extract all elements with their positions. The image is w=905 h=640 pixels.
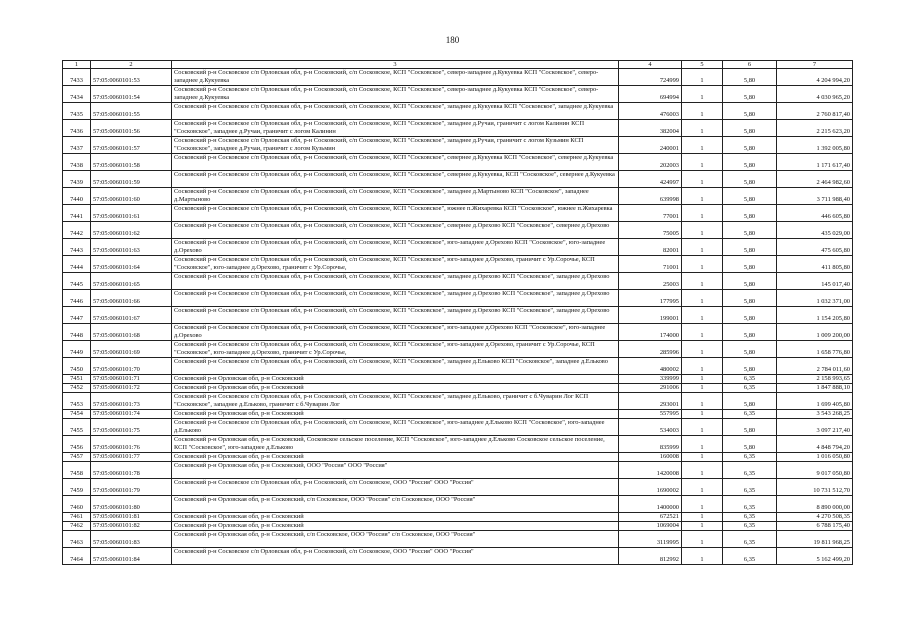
cadastral-value: 2 760 817,40 [777,103,853,120]
rate-value: 6,35 [723,531,777,548]
quantity-value: 1 [682,103,723,120]
table-row [63,548,853,565]
cadastral-value: 1 016 050,80 [777,453,853,462]
cadastral-number: 57:05:0060101:74 [91,410,172,419]
rate-value: 6,35 [723,479,777,496]
area-value: 199001 [619,307,682,324]
area-value: 812992 [619,548,682,565]
quantity-value: 1 [682,393,723,410]
col-header-3: 3 [172,61,619,69]
area-value: 77001 [619,205,682,222]
table-row [63,410,853,419]
cadastral-value: 411 805,80 [777,256,853,273]
quantity-value: 1 [682,324,723,341]
table-row [63,256,853,273]
location-description: Сосковский р-н Сосковское с/п Орловская обл, р-н Сосковский, с/п Сосковское, КСП "Сосковское", западнее д.Ельково КСП "Сосковское", западнее д.Ельково [172,358,619,375]
quantity-value: 1 [682,273,723,290]
quantity-value: 1 [682,137,723,154]
quantity-value: 1 [682,222,723,239]
location-description: Сосковский р-н Сосковское с/п Орловская обл, р-н Сосковский, с/п Сосковское, КСП "Сосковское", северо-западнее д.Кукуевка КСП "Сосковское", северо-западнее д.Кукуевка [172,86,619,103]
cadastral-number: 57:05:0060101:70 [91,358,172,375]
cadastral-value: 9 017 050,80 [777,462,853,479]
row-number: 7455 [63,419,91,436]
table-row [63,222,853,239]
rate-value: 5,80 [723,120,777,137]
row-number: 7444 [63,256,91,273]
location-description: Сосковский р-н Сосковское с/п Орловская обл, р-н Сосковский, с/п Сосковское, КСП "Сосковское", севернее д.Кукуевка, КСП "Сосковское", севернее д.Кукуевка [172,171,619,188]
cadastral-value: 145 017,40 [777,273,853,290]
table-row [63,290,853,307]
rate-value: 5,80 [723,171,777,188]
cadastral-number: 57:05:0060101:55 [91,103,172,120]
cadastral-number: 57:05:0060101:71 [91,375,172,384]
table-row [63,513,853,522]
cadastral-number: 57:05:0060101:77 [91,453,172,462]
quantity-value: 1 [682,384,723,393]
location-description: Сосковский р-н Орловская обл, р-н Сосковский [172,410,619,419]
table-row [63,273,853,290]
cadastral-value: 4 030 965,20 [777,86,853,103]
quantity-value: 1 [682,205,723,222]
cadastral-value: 1 171 617,40 [777,154,853,171]
area-value: 3119995 [619,531,682,548]
cadastral-number: 57:05:0060101:65 [91,273,172,290]
cadastral-number: 57:05:0060101:79 [91,479,172,496]
cadastral-value: 1 009 200,00 [777,324,853,341]
cadastral-value: 1 032 371,00 [777,290,853,307]
cadastral-number: 57:05:0060101:54 [91,86,172,103]
location-description: Сосковский р-н Сосковское с/п Орловская обл, р-н Сосковский, с/п Сосковское, ООО "Россия" ООО "Россия" [172,479,619,496]
cadastral-value: 1 658 776,80 [777,341,853,358]
location-description: Сосковский р-н Орловская обл, р-н Сосковский [172,375,619,384]
cadastral-value: 446 605,80 [777,205,853,222]
location-description: Сосковский р-н Орловская обл, р-н Сосковский [172,453,619,462]
cadastral-value: 19 811 968,25 [777,531,853,548]
rate-value: 6,35 [723,522,777,531]
row-number: 7443 [63,239,91,256]
cadastral-value: 2 215 623,20 [777,120,853,137]
cadastral-value: 1 699 405,80 [777,393,853,410]
rate-value: 6,35 [723,496,777,513]
land-register-table [62,60,853,565]
col-header-7: 7 [777,61,853,69]
cadastral-value: 2 158 993,65 [777,375,853,384]
cadastral-number: 57:05:0060101:66 [91,290,172,307]
rate-value: 5,80 [723,358,777,375]
location-description: Сосковский р-н Орловская обл, р-н Сосковский, с/п Сосковское, ООО "Россия" с/п Сосковское, ООО "Россия" [172,496,619,513]
location-description: Сосковский р-н Сосковское с/п Орловская обл, р-н Сосковский, с/п Сосковское, КСП "Сосковское", юго-западнее д.Орехово, граничит с Ур.Сорочье, КСП "Сосковское", юго-западнее д.Орехово, граничит с Ур.Сорочье, [172,341,619,358]
area-value: 1400000 [619,496,682,513]
cadastral-number: 57:05:0060101:68 [91,324,172,341]
rate-value: 6,35 [723,453,777,462]
row-number: 7442 [63,222,91,239]
rate-value: 5,80 [723,324,777,341]
location-description: Сосковский р-н Сосковское с/п Орловская обл, р-н Сосковский, с/п Сосковское, КСП "Сосковское", западнее д.Мартыново КСП "Сосковское", западнее д.Мартыново [172,188,619,205]
row-number: 7435 [63,103,91,120]
table-row [63,120,853,137]
cadastral-value: 4 204 994,20 [777,69,853,86]
location-description: Сосковский р-н Сосковское с/п Орловская обл, р-н Сосковский, с/п Сосковское, КСП "Сосковское", западнее д.Ельково, граничит с б.Чуварин Лог КСП "Сосковское", западнее д.Ельково, граничит с б.Чуварин Лог [172,393,619,410]
quantity-value: 1 [682,188,723,205]
area-value: 557995 [619,410,682,419]
rate-value: 5,80 [723,273,777,290]
table-row [63,453,853,462]
table-row [63,103,853,120]
quantity-value: 1 [682,453,723,462]
area-value: 1420008 [619,462,682,479]
area-value: 694994 [619,86,682,103]
area-value: 177995 [619,290,682,307]
area-value: 672521 [619,513,682,522]
cadastral-value: 3 711 988,40 [777,188,853,205]
cadastral-number: 57:05:0060101:75 [91,419,172,436]
rate-value: 6,35 [723,375,777,384]
row-number: 7436 [63,120,91,137]
area-value: 382004 [619,120,682,137]
table-row [63,479,853,496]
cadastral-number: 57:05:0060101:72 [91,384,172,393]
location-description: Сосковский р-н Орловская обл, р-н Сосковский, с/п Сосковское, ООО "Россия" с/п Сосковское, ООО "Россия" [172,531,619,548]
table-row [63,324,853,341]
quantity-value: 1 [682,120,723,137]
location-description: Сосковский р-н Сосковское с/п Орловская обл, р-н Сосковский, с/п Сосковское, КСП "Сосковское", юго-западнее д.Орехово, граничит с Ур.Сорочье, КСП "Сосковское", юго-западнее д.Орехово, граничит с Ур.Сорочье, [172,256,619,273]
area-value: 25003 [619,273,682,290]
row-number: 7440 [63,188,91,205]
cadastral-number: 57:05:0060101:60 [91,188,172,205]
table-row [63,137,853,154]
rate-value: 5,80 [723,290,777,307]
area-value: 293001 [619,393,682,410]
row-number: 7446 [63,290,91,307]
area-value: 835999 [619,436,682,453]
row-number: 7449 [63,341,91,358]
row-number: 7434 [63,86,91,103]
row-number: 7462 [63,522,91,531]
location-description: Сосковский р-н Сосковское с/п Орловская обл, р-н Сосковский, с/п Сосковское, КСП "Сосковское", севернее д.Орехово КСП "Сосковское", севернее д.Орехово [172,222,619,239]
location-description: Сосковский р-н Сосковское с/п Орловская обл, р-н Сосковский, с/п Сосковское, КСП "Сосковское", западнее д.Ручаи, граничит с логом Калинин КСП "Сосковское", западнее д.Ручаи, граничит с логом Калинин [172,120,619,137]
cadastral-number: 57:05:0060101:80 [91,496,172,513]
location-description: Сосковский р-н Сосковское с/п Орловская обл, р-н Сосковский, с/п Сосковское, КСП "Сосковское", северо-западнее д.Кукуевка КСП "Сосковское", северо-западнее д.Кукуевка [172,69,619,86]
row-number: 7450 [63,358,91,375]
rate-value: 5,80 [723,222,777,239]
rate-value: 5,80 [723,154,777,171]
location-description: Сосковский р-н Сосковское с/п Орловская обл, р-н Сосковский, с/п Сосковское, КСП "Сосковское", западнее д.Орехово КСП "Сосковское", западнее д.Орехово [172,290,619,307]
cadastral-value: 4 270 508,35 [777,513,853,522]
table-body [63,61,853,565]
row-number: 7459 [63,479,91,496]
quantity-value: 1 [682,358,723,375]
cadastral-value: 1 392 005,80 [777,137,853,154]
table-row [63,205,853,222]
area-value: 75005 [619,222,682,239]
quantity-value: 1 [682,375,723,384]
quantity-value: 1 [682,522,723,531]
table-row [63,188,853,205]
row-number: 7441 [63,205,91,222]
row-number: 7456 [63,436,91,453]
col-header-5: 5 [682,61,723,69]
quantity-value: 1 [682,410,723,419]
rate-value: 5,80 [723,393,777,410]
quantity-value: 1 [682,479,723,496]
cadastral-number: 57:05:0060101:78 [91,462,172,479]
col-header-1: 1 [63,61,91,69]
rate-value: 5,80 [723,69,777,86]
cadastral-number: 57:05:0060101:81 [91,513,172,522]
row-number: 7438 [63,154,91,171]
quantity-value: 1 [682,307,723,324]
location-description: Сосковский р-н Орловская обл, р-н Сосковский [172,522,619,531]
location-description: Сосковский р-н Орловская обл, р-н Сосковский, ООО "Россия" ООО "Россия" [172,462,619,479]
rate-value: 6,35 [723,410,777,419]
cadastral-number: 57:05:0060101:73 [91,393,172,410]
cadastral-number: 57:05:0060101:58 [91,154,172,171]
cadastral-number: 57:05:0060101:76 [91,436,172,453]
location-description: Сосковский р-н Сосковское с/п Орловская обл, р-н Сосковский, с/п Сосковское, ООО "Россия" ООО "Россия" [172,548,619,565]
cadastral-number: 57:05:0060101:59 [91,171,172,188]
table-row [63,69,853,86]
quantity-value: 1 [682,496,723,513]
rate-value: 6,35 [723,384,777,393]
table-row [63,522,853,531]
cadastral-value: 475 605,80 [777,239,853,256]
row-number: 7439 [63,171,91,188]
rate-value: 5,80 [723,103,777,120]
quantity-value: 1 [682,256,723,273]
row-number: 7463 [63,531,91,548]
location-description: Сосковский р-н Сосковское с/п Орловская обл, р-н Сосковский, с/п Сосковское, КСП "Сосковское", южнее п.Жихаревка КСП "Сосковское", южнее п.Жихаревка [172,205,619,222]
cadastral-value: 3 097 217,40 [777,419,853,436]
cadastral-number: 57:05:0060101:84 [91,548,172,565]
row-number: 7460 [63,496,91,513]
row-number: 7451 [63,375,91,384]
quantity-value: 1 [682,419,723,436]
rate-value: 5,80 [723,307,777,324]
rate-value: 5,80 [723,239,777,256]
cadastral-value: 8 890 000,00 [777,496,853,513]
cadastral-number: 57:05:0060101:57 [91,137,172,154]
cadastral-number: 57:05:0060101:53 [91,69,172,86]
row-number: 7461 [63,513,91,522]
cadastral-number: 57:05:0060101:69 [91,341,172,358]
col-header-6: 6 [723,61,777,69]
row-number: 7445 [63,273,91,290]
area-value: 82001 [619,239,682,256]
rate-value: 5,80 [723,419,777,436]
cadastral-value: 2 784 011,60 [777,358,853,375]
table-row [63,154,853,171]
quantity-value: 1 [682,69,723,86]
table-row [63,358,853,375]
row-number: 7454 [63,410,91,419]
area-value: 339999 [619,375,682,384]
location-description: Сосковский р-н Сосковское с/п Орловская обл, р-н Сосковский, с/п Сосковское, КСП "Сосковское", западнее д.Орехово КСП "Сосковское", западнее д.Орехово [172,273,619,290]
table-row [63,239,853,256]
area-value: 291006 [619,384,682,393]
table-row [63,436,853,453]
row-number: 7452 [63,384,91,393]
location-description: Сосковский р-н Сосковское с/п Орловская обл, р-н Сосковский, с/п Сосковское, КСП "Сосковское", юго-западнее д.Орехово КСП "Сосковское", юго-западнее д.Орехово [172,324,619,341]
col-header-2: 2 [91,61,172,69]
quantity-value: 1 [682,548,723,565]
table-row [63,171,853,188]
rate-value: 5,80 [723,256,777,273]
table-row [63,341,853,358]
table-row [63,307,853,324]
cadastral-number: 57:05:0060101:64 [91,256,172,273]
area-value: 240001 [619,137,682,154]
area-value: 480002 [619,358,682,375]
cadastral-number: 57:05:0060101:82 [91,522,172,531]
quantity-value: 1 [682,462,723,479]
rate-value: 5,80 [723,137,777,154]
area-value: 424997 [619,171,682,188]
location-description: Сосковский р-н Сосковское с/п Орловская обл, р-н Сосковский, с/п Сосковское, КСП "Сосковское", юго-западнее д.Орехово КСП "Сосковское", юго-западнее д.Орехово [172,239,619,256]
area-value: 476003 [619,103,682,120]
row-number: 7458 [63,462,91,479]
quantity-value: 1 [682,154,723,171]
area-value: 160008 [619,453,682,462]
location-description: Сосковский р-н Орловская обл, р-н Сосковский, Сосковское сельское поселение, КСП "Сосковское", юго-западнее д.Ельково Сосковское сельское поселение, КСП "Сосковское", юго-западнее д.Ельково [172,436,619,453]
cadastral-value: 4 848 794,20 [777,436,853,453]
quantity-value: 1 [682,239,723,256]
cadastral-value: 10 731 512,70 [777,479,853,496]
quantity-value: 1 [682,171,723,188]
quantity-value: 1 [682,513,723,522]
area-value: 1690002 [619,479,682,496]
table-row [63,462,853,479]
quantity-value: 1 [682,86,723,103]
cadastral-value: 1 154 205,80 [777,307,853,324]
cadastral-value: 435 029,00 [777,222,853,239]
cadastral-number: 57:05:0060101:61 [91,205,172,222]
rate-value: 5,80 [723,188,777,205]
cadastral-number: 57:05:0060101:56 [91,120,172,137]
location-description: Сосковский р-н Орловская обл, р-н Сосковский [172,513,619,522]
col-header-4: 4 [619,61,682,69]
row-number: 7437 [63,137,91,154]
cadastral-number: 57:05:0060101:62 [91,222,172,239]
row-number: 7448 [63,324,91,341]
area-value: 639998 [619,188,682,205]
area-value: 174000 [619,324,682,341]
area-value: 202003 [619,154,682,171]
row-number: 7457 [63,453,91,462]
cadastral-number: 57:05:0060101:67 [91,307,172,324]
page-number: 180 [445,35,460,45]
row-number: 7464 [63,548,91,565]
row-number: 7453 [63,393,91,410]
location-description: Сосковский р-н Орловская обл, р-н Сосковский [172,384,619,393]
area-value: 285996 [619,341,682,358]
rate-value: 6,35 [723,548,777,565]
cadastral-value: 5 162 499,20 [777,548,853,565]
rate-value: 5,80 [723,205,777,222]
table-row [63,375,853,384]
location-description: Сосковский р-н Сосковское с/п Орловская обл, р-н Сосковский, с/п Сосковское, КСП "Сосковское", западнее д.Орехово КСП "Сосковское", западнее д.Орехово [172,307,619,324]
cadastral-value: 2 464 982,60 [777,171,853,188]
area-value: 724999 [619,69,682,86]
rate-value: 6,35 [723,513,777,522]
quantity-value: 1 [682,341,723,358]
table-row [63,384,853,393]
cadastral-value: 1 847 888,10 [777,384,853,393]
cadastral-number: 57:05:0060101:63 [91,239,172,256]
header-row [63,61,853,69]
area-value: 1069004 [619,522,682,531]
cadastral-value: 6 788 175,40 [777,522,853,531]
location-description: Сосковский р-н Сосковское с/п Орловская обл, р-н Сосковский, с/п Сосковское, КСП "Сосковское", юго-западнее д.Ельково КСП "Сосковское", юго-западнее д.Ельково [172,419,619,436]
rate-value: 5,80 [723,86,777,103]
table-row [63,531,853,548]
table-row [63,496,853,513]
cadastral-value: 3 543 268,25 [777,410,853,419]
table-row [63,86,853,103]
quantity-value: 1 [682,290,723,307]
quantity-value: 1 [682,436,723,453]
cadastral-number: 57:05:0060101:83 [91,531,172,548]
quantity-value: 1 [682,531,723,548]
table-row [63,419,853,436]
table-row [63,393,853,410]
rate-value: 5,80 [723,436,777,453]
row-number: 7433 [63,69,91,86]
row-number: 7447 [63,307,91,324]
rate-value: 5,80 [723,341,777,358]
location-description: Сосковский р-н Сосковское с/п Орловская обл, р-н Сосковский, с/п Сосковское, КСП "Сосковское", севернее д.Кукуевка КСП "Сосковское", севернее д.Кукуевка [172,154,619,171]
area-value: 71001 [619,256,682,273]
rate-value: 6,35 [723,462,777,479]
location-description: Сосковский р-н Сосковское с/п Орловская обл, р-н Сосковский, с/п Сосковское, КСП "Сосковское", западнее д.Ручаи, граничит с логом Кузьмин КСП "Сосковское", западнее д.Ручаи, граничит с логом Кузьмин [172,137,619,154]
location-description: Сосковский р-н Сосковское с/п Орловская обл, р-н Сосковский, с/п Сосковское, КСП "Сосковское", западнее д.Кукуевка КСП "Сосковское", западнее д.Кукуевка [172,103,619,120]
area-value: 534003 [619,419,682,436]
